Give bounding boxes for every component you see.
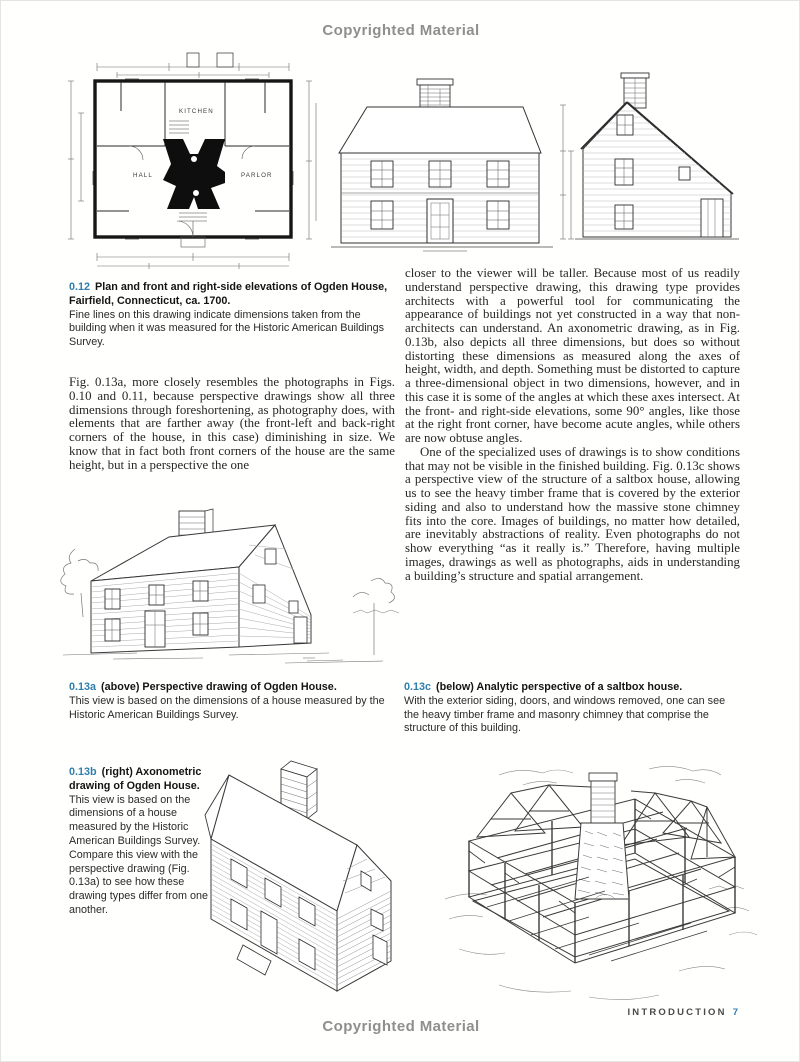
front-door	[427, 199, 453, 243]
page-footer	[405, 1007, 738, 1018]
figure-number: 0.13c	[404, 681, 432, 693]
side-elevation-drawing	[553, 69, 745, 265]
tree-right	[353, 578, 399, 655]
perspective-drawing	[53, 493, 401, 679]
chimney	[417, 79, 453, 108]
plan-label-kitchen: KITCHEN	[179, 108, 214, 115]
figure-caption-0-12	[69, 281, 393, 350]
plan-label-parlor: PARLOR	[241, 172, 273, 179]
floor-plan-drawing	[59, 51, 323, 277]
body-text-right-column	[405, 267, 740, 583]
figure-title: Plan and front and right-side elevations of Ogden House, Fairfield, Connecticut, ca. 1700.	[69, 281, 388, 307]
figure-caption-body: This view is based on the dimensions of a house measured by the Historic American Buildings Survey.	[69, 694, 385, 721]
chimney-mass	[163, 139, 225, 209]
front-elevation-drawing	[327, 71, 559, 263]
copyright-notice-bottom: Copyrighted Material	[322, 1018, 480, 1035]
figure-caption-body: With the exterior siding, doors, and windows removed, one can see the heavy timber frame and masonry chimney that comprise the structure of this building.	[404, 694, 726, 735]
ground-sketch	[63, 653, 383, 663]
figure-title: (above) Perspective drawing of Ogden House.	[101, 681, 337, 693]
body-text-left-column	[69, 376, 395, 472]
paragraph: Fig. 0.13a, more closely resembles the photographs in Figs. 0.10 and 0.11, because perspective drawings show all three dimensions through foreshortening, as photography does, with elements that are farther away (the front-left and back-right corners of the house, in this case) diminishing in size. We know that in fact both front corners of the house are the same height, but in a perspective the one	[69, 375, 395, 472]
figure-title: (below) Analytic perspective of a saltbox house.	[436, 681, 683, 693]
copyright-notice-top: Copyrighted Material	[322, 22, 480, 39]
side-door	[701, 199, 723, 237]
figure-caption-body: Fine lines on this drawing indicate dimensions taken from the building when it was measured for the Historic American Buildings Survey.	[69, 308, 385, 349]
roof	[339, 107, 541, 153]
front-door	[145, 611, 165, 647]
figure-number: 0.13b	[69, 766, 97, 778]
paragraph: closer to the viewer will be taller. Because most of us readily understand perspective drawing, this drawing type provides architects with a powerful tool for communicating the appearance of buildings not yet constructed in a way that non-architects can understand. An axonometric drawing, as in Fig. 0.13b, also depicts all three dimensions, but does so without distorting these dimensions as measured along the axes of height, width, and depth. Something must be distorted to capture a three-dimensional object in two dimensions, however, and in this case it is some of the angles at which these axes intersect. At the front- and right-side elevations, some 90° angles, like those at the right front corner, have become acute angles, while others are now obtuse angles.	[405, 266, 740, 445]
fireplace-opening	[191, 156, 197, 162]
section-title: INTRODUCTION	[627, 1007, 727, 1018]
figure-caption-0-13a	[69, 681, 393, 722]
plan-label-hall: HALL	[133, 172, 153, 179]
figure-number: 0.13a	[69, 681, 97, 693]
dimension-lines	[560, 105, 574, 239]
paragraph: One of the specialized uses of drawings is to show conditions that may not be visible in the finished building. Fig. 0.13c shows a perspective view of the structure of a saltbox house, allowing us to see the heavy timber frame that is covered by the exterior siding and also to understand how the massive stone chimney fits into the core. Images of buildings, no matter how detailed, are inevitably abstractions of reality. Even photographs do not show everything “as it really is.” Therefore, having multiple images, drawings as well as photographs, aids in understanding a building’s structure and spatial arrangement.	[405, 444, 740, 583]
fireplace-opening	[193, 190, 199, 196]
figure-caption-body: This view is based on the dimensions of a house measured by the Historic American Buildings Survey. Compare this view with the perspective drawing (Fig. 0.13a) to see how these drawing types differ from one another.	[69, 793, 209, 916]
chimney-stub-outlines	[187, 53, 233, 67]
ground-line	[331, 247, 553, 251]
page-number: 7	[732, 1007, 738, 1018]
chimney-mass	[575, 773, 629, 899]
axonometric-drawing	[195, 753, 445, 1005]
figure-caption-0-13c	[404, 681, 740, 736]
figure-title: (right) Axonometric drawing of Ogden House.	[69, 766, 202, 792]
analytic-perspective-drawing	[439, 749, 765, 1007]
figure-number: 0.12	[69, 281, 91, 293]
